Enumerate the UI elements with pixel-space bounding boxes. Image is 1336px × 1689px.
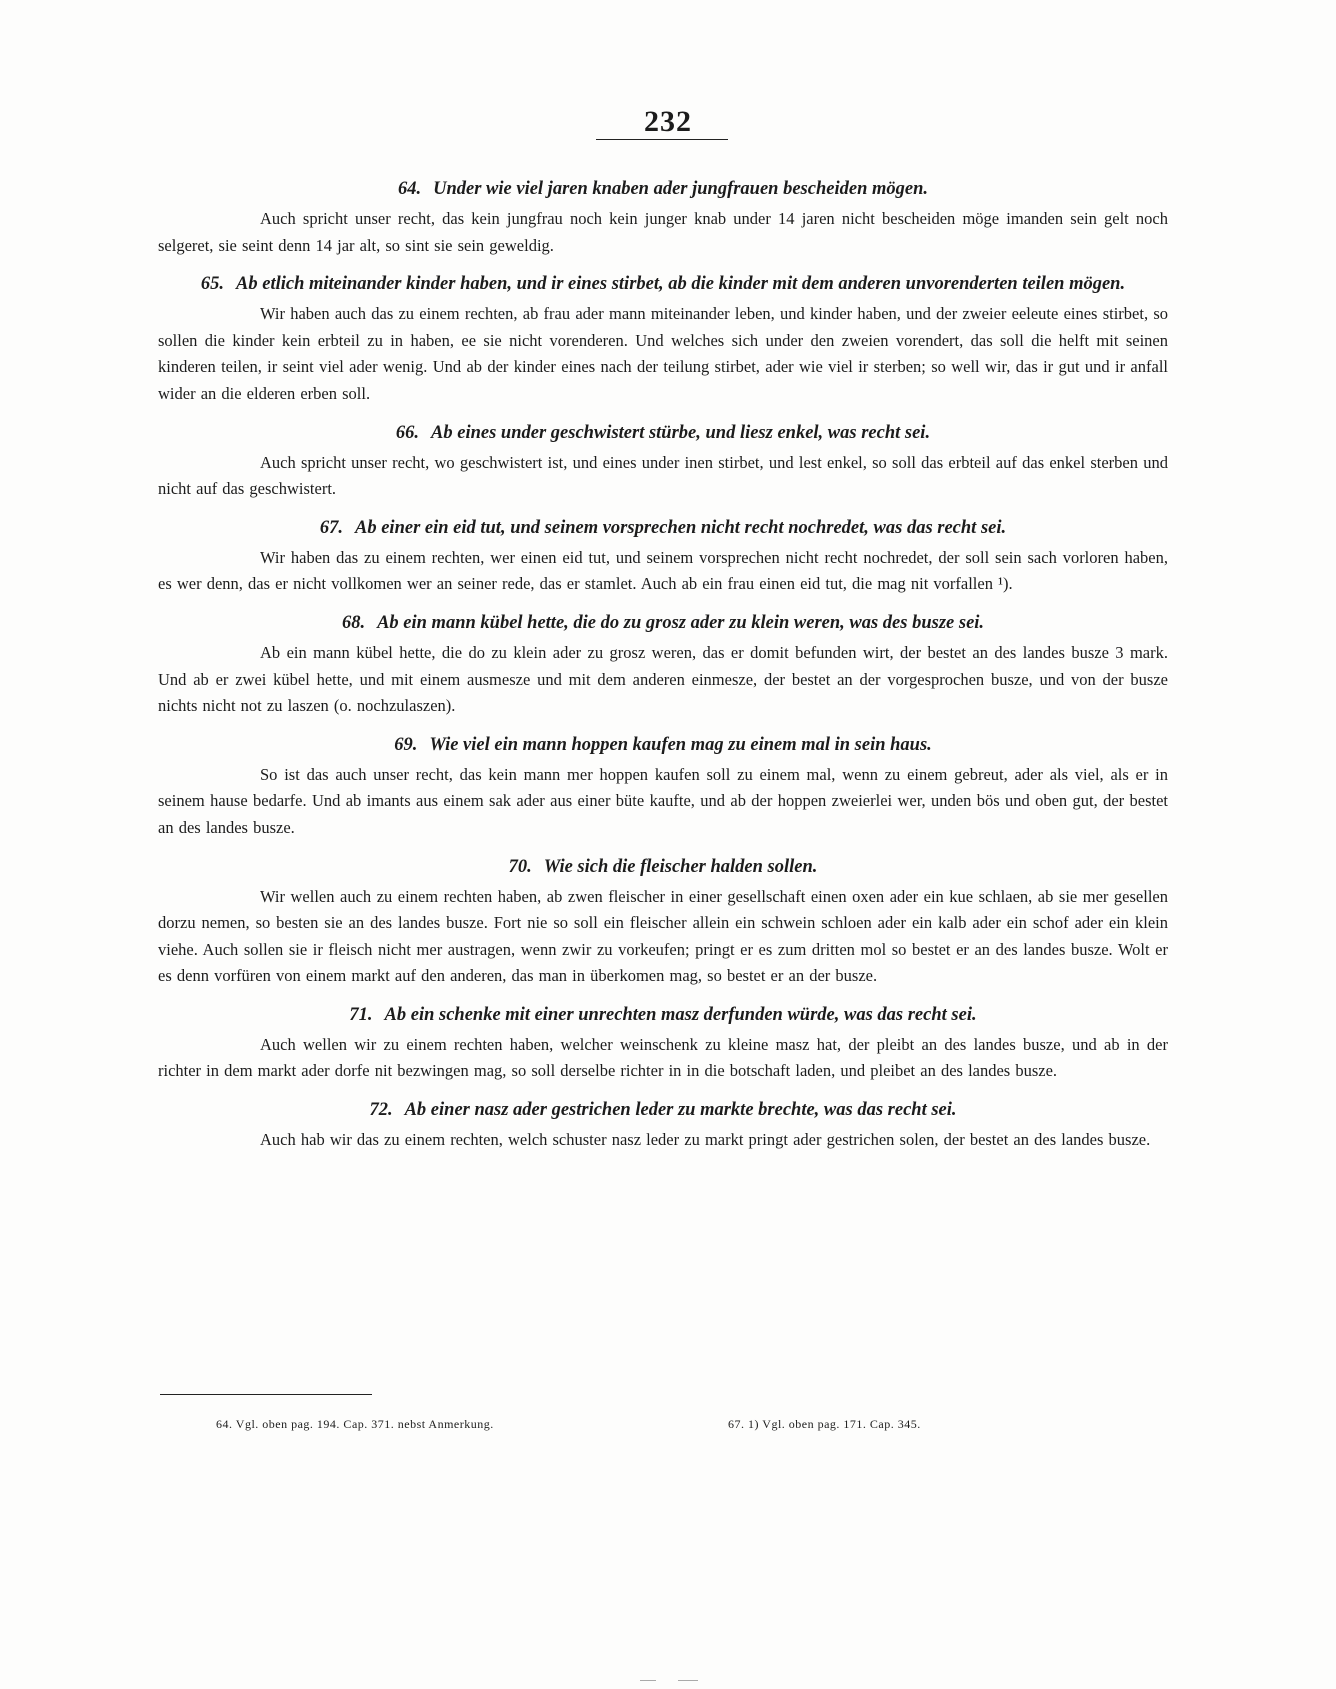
scan-mark	[640, 1680, 656, 1681]
section-title: Under wie viel jaren knaben ader jungfrauen bescheiden mögen.	[433, 179, 928, 199]
page-number: 232	[644, 105, 692, 138]
section-title: Ab ein mann kübel hette, die do zu grosz ader zu klein weren, was des busze sei.	[377, 612, 985, 633]
section-number: 70.	[508, 856, 532, 877]
section-69	[158, 732, 1168, 842]
section-paragraph: Auch hab wir das zu einem rechten, welch schuster nasz leder zu markt pringt ader gestrichen solen, der bestet an des landes busze.	[260, 1130, 1151, 1150]
footnote-67: 67. 1) Vgl. oben pag. 171. Cap. 345.	[728, 1417, 921, 1431]
section-number: 66.	[395, 422, 420, 443]
section-65	[158, 271, 1168, 407]
section-title: Wie sich die fleischer halden sollen.	[543, 856, 818, 877]
section-number: 65.	[200, 274, 225, 295]
scan-mark	[678, 1680, 698, 1681]
section-70	[158, 854, 1168, 990]
section-paragraph: Auch spricht unser recht, das kein jungfrau noch kein junger knab under 14 jaren nicht bescheiden möge imanden sein gelt noch selgeret, sie seint denn 14 jar alt, so sint sie sein geweldig.	[158, 209, 1168, 255]
section-64	[158, 176, 1168, 259]
section-heading	[158, 854, 1168, 880]
section-number: 64.	[397, 179, 422, 199]
section-heading	[158, 1002, 1168, 1028]
section-68	[158, 610, 1168, 720]
section-heading	[158, 1097, 1168, 1123]
section-paragraph: Wir haben auch das zu einem rechten, ab frau ader mann miteinander leben, und kinder haben, und der zweier eeleute eines stirbet, so sollen die kinder kein erbteil zu in haben, ee sie nicht vorenderen. Und welches sich under den zweien vorendert, das soll die helft mit seinen kinderen teilen, ir seint viel ader wenig. Und ab der kinder eines nach der teilung stirbet, ader wie viel ir sterben; so well wir, das ir gut und ir anfall wider an die elderen erben soll.	[158, 304, 1168, 403]
section-title: Ab ein schenke mit einer unrechten masz derfunden würde, was das recht sei.	[384, 1004, 977, 1025]
section-heading	[158, 515, 1168, 541]
section-heading	[158, 271, 1168, 297]
section-heading	[158, 732, 1168, 758]
section-number: 72.	[369, 1100, 393, 1121]
section-paragraph: Wir haben das zu einem rechten, wer einen eid tut, und seinem vorsprechen nicht recht nochredet, der soll sein sach vorloren haben, es wer denn, das er nicht vollkomen wer an seiner rede, das er stamlet. Auch ab ein frau einen eid tut, die mag nit vorfallen ¹).	[158, 547, 1168, 594]
section-67	[158, 515, 1168, 598]
section-number: 67.	[319, 517, 343, 538]
section-paragraph: Auch spricht unser recht, wo geschwistert ist, und eines under inen stirbet, und lest enkel, so soll das erbteil auf das enkel sterben und nicht auf das geschwistert.	[158, 452, 1168, 499]
section-number: 71.	[349, 1004, 373, 1025]
section-number: 69.	[394, 734, 418, 755]
section-66	[158, 420, 1168, 503]
section-number: 68.	[341, 612, 366, 633]
section-paragraph: Ab ein mann kübel hette, die do zu klein ader zu grosz weren, das er domit befunden wirt, der bestet an des landes busze 3 mark. Und ab er zwei kübel hette, und mit einem ausmesze und mit dem anderen einmesze, der bestet an der vorgesprochen busze, und von der busze nichts nicht not zu laszen (o. nochzulaszen).	[158, 642, 1168, 716]
section-paragraph: Auch wellen wir zu einem rechten haben, welcher weinschenk zu kleine masz hat, der pleibt an des landes busze, und ab in der richter in dem markt ader dorfe nit bezwingen mag, so soll derselbe richter in in die botschaft laden, und pleibet an des landes busze.	[158, 1034, 1168, 1081]
footnote-rule	[160, 1394, 372, 1395]
section-paragraph: So ist das auch unser recht, das kein mann mer hoppen kaufen soll zu einem mal, wenn zu einem gebreut, ader als viel, als er in seinem hause bedarfe. Und ab imants aus einem sak ader aus einer büte kaufte, und ab der hoppen zweierlei wer, unden bös und oben gut, der bestet an des landes busze.	[158, 764, 1168, 837]
page-number-rule	[596, 139, 728, 140]
section-title: Ab etlich miteinander kinder haben, und ir eines stirbet, ab die kinder mit dem anderen unvorenderten teilen mögen.	[236, 274, 1126, 295]
section-title: Ab eines under geschwistert stürbe, und liesz enkel, was recht sei.	[431, 422, 931, 443]
section-heading	[158, 420, 1168, 446]
section-71	[158, 1002, 1168, 1085]
footnote-64: 64. Vgl. oben pag. 194. Cap. 371. nebst Anmerkung.	[216, 1417, 494, 1431]
section-title: Wie viel ein mann hoppen kaufen mag zu einem mal in sein haus.	[429, 734, 932, 755]
section-heading	[158, 176, 1168, 202]
main-text	[158, 176, 1168, 1166]
section-title: Ab einer ein eid tut, und seinem vorsprechen nicht recht nochredet, was das recht sei.	[355, 517, 1007, 538]
section-title: Ab einer nasz ader gestrichen leder zu markte brechte, was das recht sei.	[404, 1100, 957, 1121]
section-paragraph: Wir wellen auch zu einem rechten haben, ab zwen fleischer in einer gesellschaft einen oxen ader ein kue schlaen, ab sie mer gesellen dorzu nemen, so besten sie an des landes busze. Fort nie so soll ein fleischer allein ein schwein schloen ader ein kalb ader ein schof ader ein klein viehe. Auch sollen sie ir fleisch nicht mer austragen, wenn zwir zu vorkeufen; pringt er es zum dritten mol so bestet er an des landes busze. Wolt er es denn vorfüren von einem markt auf den anderen, das man in überkomen mag, so bestet er an der busze.	[158, 886, 1168, 986]
section-72	[158, 1097, 1168, 1154]
section-heading	[158, 610, 1168, 636]
